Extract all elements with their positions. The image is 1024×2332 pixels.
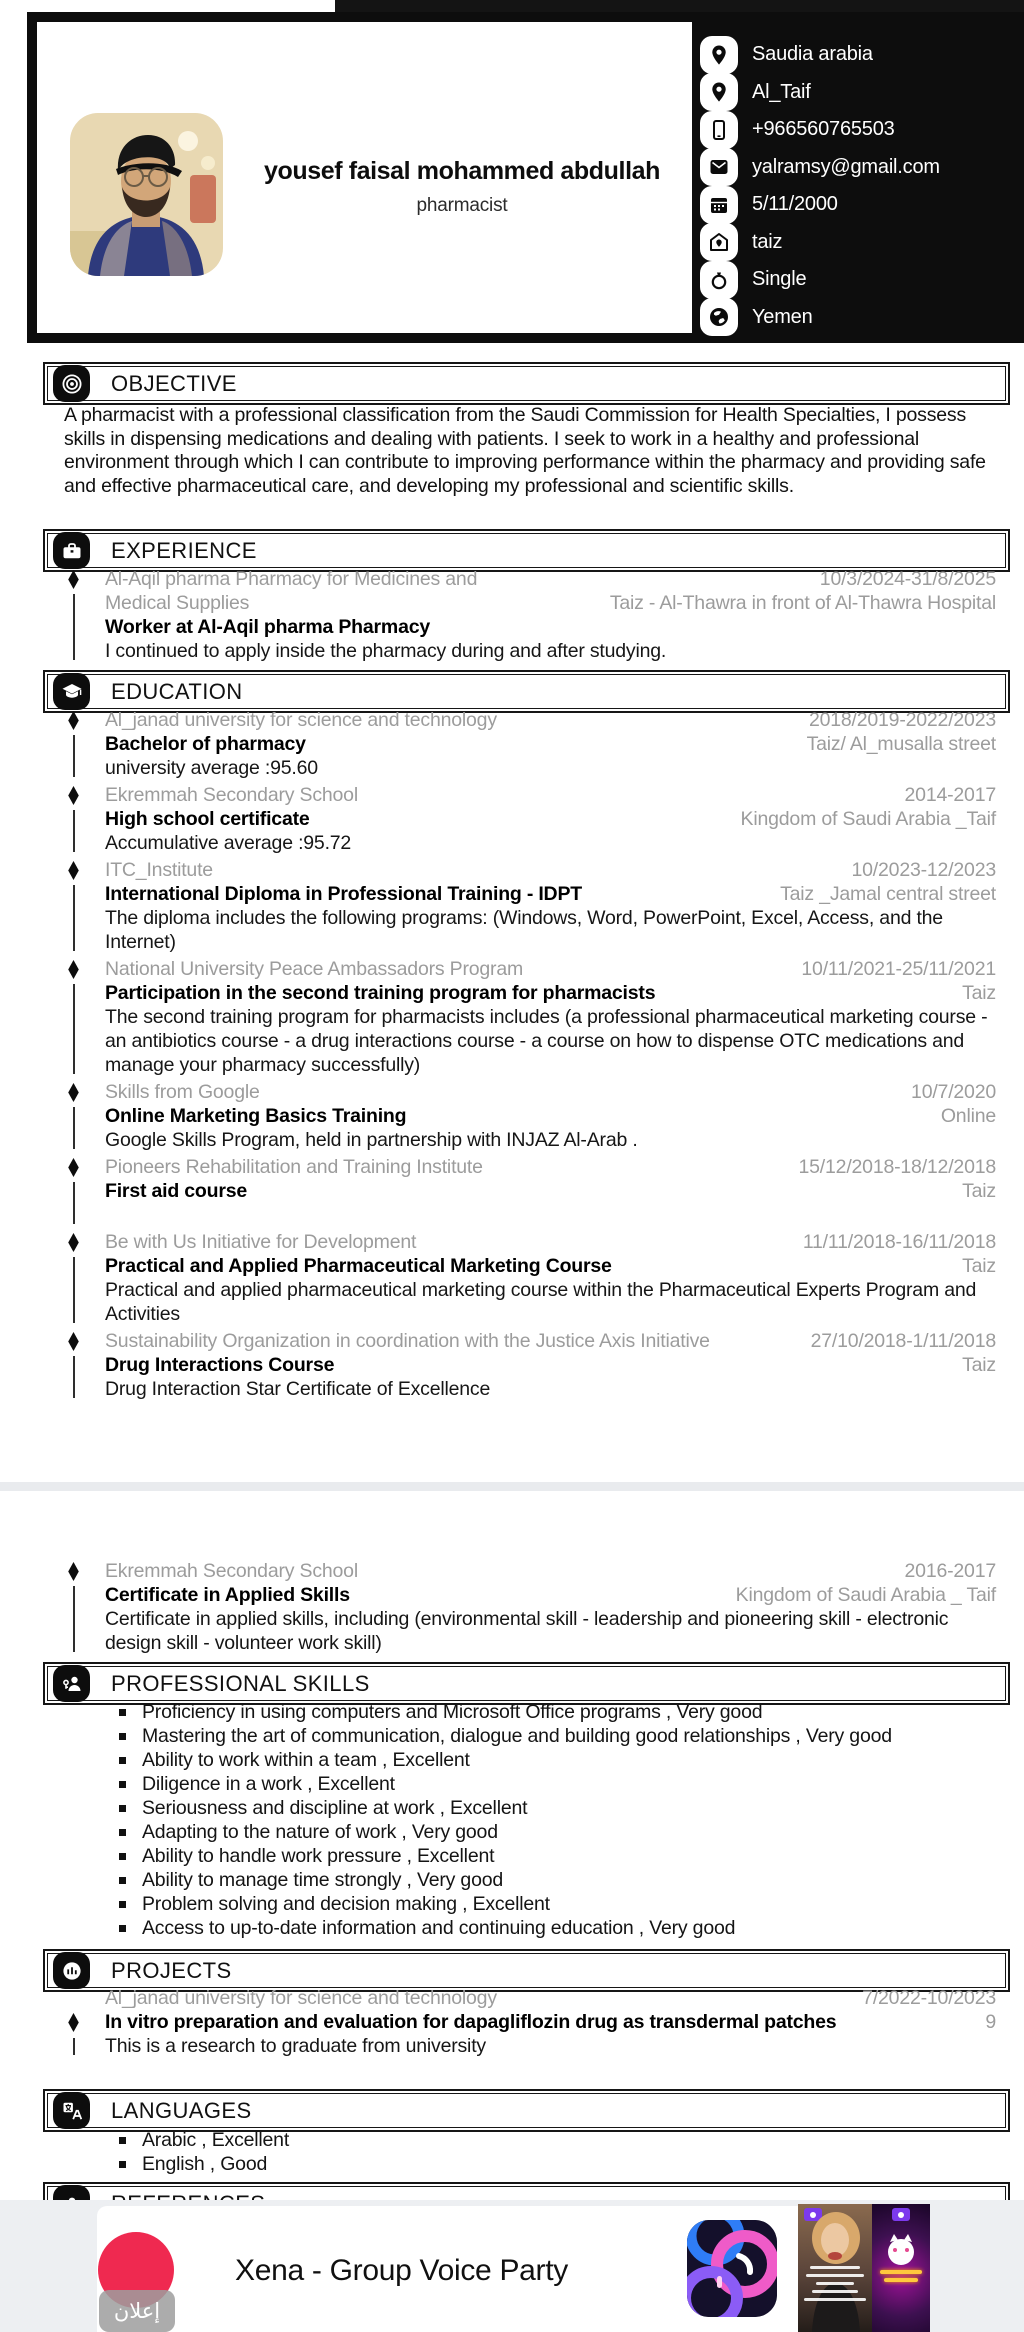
timeline-diamond-icon	[68, 960, 79, 979]
entry-side-note: 9	[985, 2011, 996, 2033]
ad-title[interactable]: Xena - Group Voice Party	[235, 2254, 568, 2287]
ad-label: إعلان	[99, 2290, 175, 2332]
skill-item	[119, 1844, 999, 1868]
entry-location: Kingdom of Saudi Arabia _ Taif	[735, 1584, 996, 1606]
section-title: PROFESSIONAL SKILLS	[111, 1670, 370, 1696]
entry-title: Certificate in Applied Skills	[105, 1584, 350, 1606]
profile-photo	[70, 113, 223, 276]
education-entry	[43, 1230, 996, 1326]
education-entry	[43, 1080, 996, 1152]
timeline-line	[73, 735, 75, 777]
entry-title: Bachelor of pharmacy	[105, 733, 306, 755]
timeline-line	[73, 885, 75, 951]
bullet-square-icon	[119, 1901, 126, 1908]
skill-text: Mastering the art of communication, dialogue and building good relationships , Very good	[142, 1725, 892, 1747]
skill-text: Diligence in a work , Excellent	[142, 1773, 395, 1795]
timeline-line	[73, 594, 75, 660]
bullet-square-icon	[119, 1709, 126, 1716]
timeline-line	[73, 1107, 75, 1149]
bullseye-target-icon	[53, 365, 90, 402]
education-entry	[43, 1559, 996, 1655]
entry-location: Taiz	[962, 982, 996, 1004]
languages-list	[119, 2128, 979, 2176]
person-role: pharmacist	[416, 195, 508, 216]
bullet-square-icon	[119, 1805, 126, 1812]
skill-text: Ability to manage time strongly , Very good	[142, 1869, 504, 1891]
entry-title: Drug Interactions Course	[105, 1354, 335, 1376]
location-pin-icon	[700, 36, 738, 74]
ad-thumbnail[interactable]	[798, 2204, 930, 2332]
contact-value: 5/11/2000	[752, 193, 838, 216]
section-languages-header	[43, 2089, 1010, 2132]
entry-description: The diploma includes the following programs: (Windows, Word, PowerPoint, Excel, Access, and the Internet)	[105, 907, 943, 953]
skill-text: Ability to work within a team , Excellent	[142, 1749, 470, 1771]
entry-description: Google Skills Program, held in partnership with INJAZ Al-Arab .	[105, 1129, 638, 1151]
education-entry	[43, 1329, 996, 1401]
language-text: Arabic , Excellent	[142, 2129, 290, 2151]
entry-location: Taiz	[962, 1255, 996, 1277]
entry-title: International Diploma in Professional Training - IDPT	[105, 883, 582, 905]
timeline-diamond-icon	[68, 1083, 79, 1102]
entry-date: 2018/2019-2022/2023	[808, 709, 996, 731]
education-entry	[43, 858, 996, 954]
translate-icon	[53, 2092, 90, 2129]
section-skills-header	[43, 1662, 1010, 1705]
bullet-square-icon	[119, 1757, 126, 1764]
section-title: PROJECTS	[111, 1957, 232, 1983]
objective-text: A pharmacist with a professional classification from the Saudi Commission for Health Specialties, I possess skills in dispensing medications and dealing with patients. I seek to work in a healthy and professional environment through which I can contribute to improving performance within the pharmacy and providing safe and effective pharmaceutical care, and developing my professional and scientific skills.	[64, 404, 986, 497]
entry-date: 2016-2017	[904, 1560, 996, 1582]
entry-date: 10/3/2024-31/8/2025	[819, 568, 996, 590]
entry-date: 7/2022-10/2023	[862, 1987, 996, 2009]
timeline-diamond-icon	[68, 570, 79, 589]
entry-organization: Al_janad university for science and technology	[105, 709, 497, 731]
contact-value: Yemen	[752, 305, 813, 328]
skills-list	[119, 1700, 999, 1940]
entry-organization: ITC_Institute	[105, 859, 213, 881]
language-item	[119, 2128, 979, 2152]
entry-description: Drug Interaction Star Certificate of Excellence	[105, 1378, 491, 1400]
entry-location: Taiz	[962, 1180, 996, 1202]
contact-row-marital-status	[692, 261, 1014, 299]
section-education-header	[43, 670, 1010, 713]
bullet-square-icon	[119, 1877, 126, 1884]
entry-description: Certificate in applied skills, including (environmental skill - leadership and pioneering skill - electronic design skill - volunteer work skill)	[105, 1608, 949, 1654]
header-contact-panel	[692, 22, 1014, 333]
section-objective-header	[43, 362, 1010, 405]
timeline-line	[73, 2038, 75, 2055]
entry-organization: National University Peace Ambassadors Program	[105, 958, 524, 980]
education-entry	[43, 708, 996, 780]
skill-text: Ability to handle work pressure , Excellent	[142, 1845, 495, 1867]
bullet-square-icon	[119, 1829, 126, 1836]
entry-title: In vitro preparation and evaluation for dapagliflozin drug as transdermal patches	[105, 2011, 837, 2033]
contact-row-country	[692, 36, 1014, 74]
education-entries-page1	[43, 708, 1010, 1404]
timeline-line	[73, 810, 75, 852]
entry-description: Accumulative average :95.72	[105, 832, 352, 854]
contact-value: yalramsy@gmail.com	[752, 155, 940, 178]
entry-title: Practical and Applied Pharmaceutical Marketing Course	[105, 1255, 612, 1277]
language-text: English , Good	[142, 2153, 268, 2175]
globe-icon	[700, 298, 738, 336]
entry-organization: Sustainability Organization in coordination with the Justice Axis Initiative	[105, 1330, 710, 1352]
graduation-cap-icon	[53, 673, 90, 710]
entry-date: 10/2023-12/2023	[851, 859, 996, 881]
timeline-diamond-icon	[68, 1233, 79, 1252]
page-separator	[0, 1482, 1024, 1491]
skill-item	[119, 1724, 999, 1748]
entry-organization: Skills from Google	[105, 1081, 260, 1103]
person-name: yousef faisal mohammed abdullah	[263, 157, 661, 185]
contact-row-nationality	[692, 299, 1014, 337]
section-title: EDUCATION	[111, 678, 243, 704]
entry-description: This is a research to graduate from university	[105, 2035, 486, 2057]
timeline-diamond-icon	[68, 861, 79, 880]
education-entry	[43, 957, 996, 1077]
skill-text: Seriousness and discipline at work , Excellent	[142, 1797, 528, 1819]
email-envelope-icon	[700, 148, 738, 186]
language-item	[119, 2152, 979, 2176]
entry-location: Kingdom of Saudi Arabia _Taif	[740, 808, 996, 830]
timeline-diamond-icon	[68, 1562, 79, 1581]
entry-title: Participation in the second training program for pharmacists	[105, 982, 656, 1004]
ring-icon	[700, 261, 738, 299]
bullet-square-icon	[119, 1781, 126, 1788]
top-black-strip	[335, 0, 1024, 12]
entry-date: 15/12/2018-18/12/2018	[798, 1156, 996, 1178]
entry-date: 2014-2017	[904, 784, 996, 806]
entry-title: Worker at Al-Aqil pharma Pharmacy	[105, 616, 431, 638]
entry-date: 11/11/2018-16/11/2018	[802, 1231, 996, 1253]
entry-date: 10/7/2020	[911, 1081, 996, 1103]
entry-date: 27/10/2018-1/11/2018	[810, 1330, 996, 1352]
header-identity-panel	[37, 22, 692, 333]
timeline-diamond-icon	[68, 1332, 79, 1351]
experience-entry	[43, 567, 996, 663]
entry-description: I continued to apply inside the pharmacy during and after studying.	[105, 640, 667, 662]
entry-description: The second training program for pharmacists includes (a professional pharmaceutical marketing course - an antibiotics course - a drug interactions course - a course on how to dispense OTC medications and manage your pharmacy successfully)	[105, 1006, 988, 1076]
entry-description	[105, 1203, 996, 1227]
timeline-line	[73, 1356, 75, 1398]
ad-app-icon[interactable]	[687, 2220, 777, 2317]
timeline-diamond-icon	[68, 1158, 79, 1177]
entry-location: Taiz	[962, 1354, 996, 1376]
section-title: OBJECTIVE	[111, 370, 237, 396]
contact-row-hometown	[692, 224, 1014, 262]
calendar-icon	[700, 186, 738, 224]
project-entries	[43, 1986, 1010, 2061]
ad-banner[interactable]	[0, 2200, 1024, 2332]
project-entry	[43, 1986, 996, 2058]
section-title: LANGUAGES	[111, 2097, 252, 2123]
entry-organization: Pioneers Rehabilitation and Training Institute	[105, 1156, 483, 1178]
ad-card[interactable]	[97, 2206, 930, 2332]
bullet-square-icon	[119, 1925, 126, 1932]
skill-item	[119, 1916, 999, 1940]
contact-value: taiz	[752, 230, 783, 253]
education-entry	[43, 783, 996, 855]
entry-title: Online Marketing Basics Training	[105, 1105, 407, 1127]
education-entries-page2	[43, 1559, 1010, 1658]
timeline-line	[73, 1586, 75, 1652]
entry-title: First aid course	[105, 1180, 248, 1202]
skill-text: Adapting to the nature of work , Very good	[142, 1821, 498, 1843]
entry-location: Taiz - Al-Thawra in front of Al-Thawra Hospital	[609, 592, 996, 614]
projects-icon	[53, 1952, 90, 1989]
entry-location: Taiz _Jamal central street	[780, 883, 996, 905]
timeline-line	[73, 1257, 75, 1323]
contact-row-phone	[692, 111, 1014, 149]
timeline-line	[73, 1182, 75, 1224]
entry-date: 10/11/2021-25/11/2021	[801, 958, 996, 980]
skill-item	[119, 1700, 999, 1724]
skill-item	[119, 1796, 999, 1820]
entry-organization: Ekremmah Secondary School	[105, 784, 358, 806]
skill-text: Problem solving and decision making , Excellent	[142, 1893, 550, 1915]
contact-value: Saudia arabia	[752, 43, 873, 66]
contact-value: +966560765503	[752, 118, 895, 141]
entry-organization: Ekremmah Secondary School	[105, 1560, 358, 1582]
skill-text: Proficiency in using computers and Microsoft Office programs , Very good	[142, 1701, 763, 1723]
skill-text: Access to up-to-date information and continuing education , Very good	[142, 1917, 736, 1939]
entry-title: High school certificate	[105, 808, 310, 830]
skill-item	[119, 1772, 999, 1796]
bullet-square-icon	[119, 1733, 126, 1740]
ad-thumbnail-woman-panel	[798, 2204, 872, 2332]
entry-description: Practical and applied pharmaceutical marketing course within the Pharmaceutical Experts Program and Activities	[105, 1279, 977, 1325]
section-experience-header	[43, 529, 1010, 572]
bullet-square-icon	[119, 2137, 126, 2144]
timeline-diamond-icon	[68, 711, 79, 730]
timeline-line	[73, 984, 75, 1074]
entry-organization: Al_janad university for science and technology	[105, 1987, 497, 2009]
contact-value: Al_Taif	[752, 80, 811, 103]
timeline-diamond-icon	[68, 786, 79, 805]
person-key-icon	[53, 1665, 90, 1702]
location-pin-icon	[700, 73, 738, 111]
education-entry	[43, 1155, 996, 1227]
bullet-square-icon	[119, 2161, 126, 2168]
entry-location: Taiz/ Al_musalla street	[806, 733, 996, 755]
entry-location: Online	[940, 1105, 996, 1127]
entry-organization: Be with Us Initiative for Development	[105, 1231, 417, 1253]
resume-header	[27, 12, 1024, 343]
entry-organization: Al-Aqil pharma Pharmacy for Medicines and Medical Supplies	[105, 568, 478, 614]
skill-item	[119, 1868, 999, 1892]
bullet-square-icon	[119, 1853, 126, 1860]
skill-item	[119, 1892, 999, 1916]
contact-row-birthdate	[692, 186, 1014, 224]
contact-value: Single	[752, 268, 807, 291]
entry-description: university average :95.60	[105, 757, 318, 779]
skill-item	[119, 1748, 999, 1772]
section-title: EXPERIENCE	[111, 537, 257, 563]
mobile-phone-icon	[700, 111, 738, 149]
contact-row-city	[692, 74, 1014, 112]
briefcase-icon	[53, 532, 90, 569]
contact-row-email	[692, 149, 1014, 187]
experience-entries	[43, 567, 1010, 666]
timeline-diamond-icon	[68, 2013, 79, 2032]
home-icon	[700, 223, 738, 261]
ad-thumbnail-game-panel	[872, 2204, 930, 2332]
skill-item	[119, 1820, 999, 1844]
